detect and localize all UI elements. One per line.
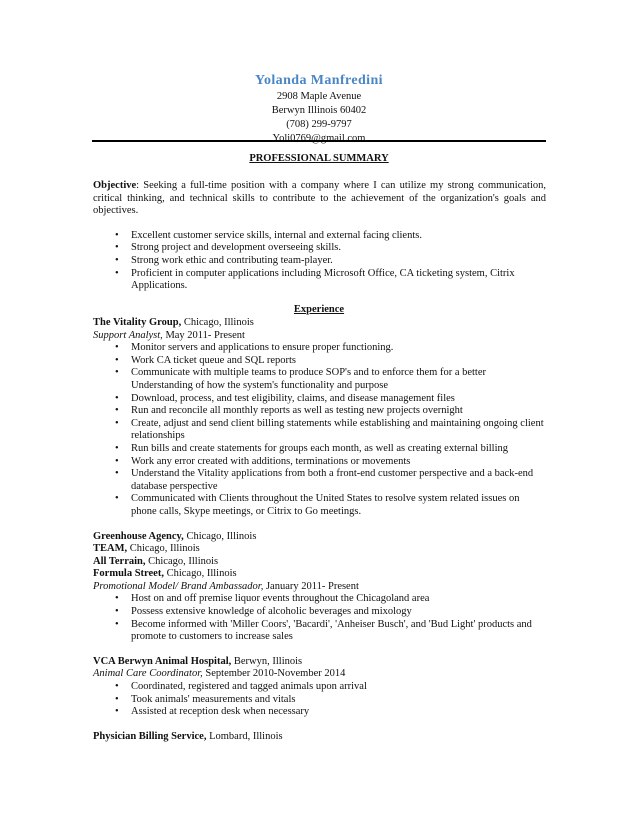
phone-number: (708) 299-9797 xyxy=(286,119,352,130)
bullet-icon: • xyxy=(115,405,119,417)
bullet-icon: • xyxy=(115,254,119,266)
resume-header xyxy=(0,72,638,146)
bullet-icon: • xyxy=(115,593,119,605)
role-line xyxy=(93,330,546,343)
bullet-icon: • xyxy=(115,681,119,693)
company-location: Chicago, Illinois xyxy=(183,530,257,542)
company-name: All Terrain, xyxy=(93,555,146,567)
company-location: Chicago, Illinois xyxy=(163,568,237,580)
bullet-icon: • xyxy=(115,618,119,630)
email-address: Yoli0769@gmail.com xyxy=(272,133,366,144)
list-item: • Run and reconcile all monthly reports as well as testing new projects overnight xyxy=(115,405,463,417)
summary-heading: PROFESSIONAL SUMMARY xyxy=(249,153,389,164)
objective-label: Objective xyxy=(93,180,137,191)
company-location: Berwyn, Illinois xyxy=(231,655,303,667)
job-bullet-list xyxy=(93,342,546,518)
list-item: • Proficient in computer applications including Microsoft Office, CA ticketing system, Citrix Applications. xyxy=(115,267,515,292)
list-item: • Work CA ticket queue and SQL reports xyxy=(115,354,296,366)
company-location: Chicago, Illinois xyxy=(127,543,200,555)
job-entry xyxy=(93,656,546,719)
bullet-icon: • xyxy=(115,354,119,366)
objective-text: : Seeking a full-time position with a company where I can utilize my strong communication, critical thinking, and technical skills to contribute to the achievement of the organization's goals and objectives. xyxy=(93,180,546,217)
role-line xyxy=(93,581,546,594)
company-location: Lombard, Illinois xyxy=(206,730,283,742)
role-line xyxy=(93,668,546,681)
bullet-icon: • xyxy=(115,693,119,705)
list-item: • Assisted at reception desk when necessary xyxy=(115,706,310,718)
header-divider xyxy=(92,140,546,142)
job-dates: September 2010-November 2014 xyxy=(202,668,346,680)
company-location: Chicago, Illinois xyxy=(181,317,254,328)
company-name: TEAM, xyxy=(93,543,128,555)
company-name: Physician Billing Service, xyxy=(93,730,207,742)
company-line xyxy=(93,731,546,744)
job-bullet-list xyxy=(93,681,546,719)
bullet-icon: • xyxy=(115,455,119,467)
job-dates: May 2011- Present xyxy=(162,329,245,341)
bullet-icon: • xyxy=(115,242,119,254)
company-name: The Vitality Group, xyxy=(93,317,182,328)
job-role: Promotional Model/ Brand Ambassador, xyxy=(93,580,264,592)
objective-paragraph xyxy=(93,180,546,218)
bullet-icon: • xyxy=(115,468,119,480)
job-dates: January 2011- Present xyxy=(263,580,359,592)
experience-section xyxy=(93,317,546,743)
job-role: Support Analyst, xyxy=(93,329,163,341)
candidate-name: Yolanda Manfredini xyxy=(255,73,383,88)
list-item: • Strong work ethic and contributing team-player. xyxy=(115,254,333,266)
list-item: • Excellent customer service skills, internal and external facing clients. xyxy=(115,229,422,241)
company-line xyxy=(93,656,546,669)
company-line xyxy=(93,531,546,544)
list-item: • Monitor servers and applications to ensure proper functioning. xyxy=(115,342,394,354)
list-item: • Host on and off premise liquor events throughout the Chicagoland area xyxy=(115,593,430,605)
job-entry xyxy=(93,317,546,519)
list-item: • Create, adjust and send client billing statements while establishing and maintaining ongoing client relationships xyxy=(115,417,544,442)
summary-bullet-list xyxy=(93,230,546,293)
job-role: Animal Care Coordinator, xyxy=(93,668,203,680)
job-bullet-list xyxy=(93,593,546,643)
bullet-icon: • xyxy=(115,392,119,404)
list-item: • Possess extensive knowledge of alcoholic beverages and mixology xyxy=(115,606,412,618)
list-item: • Strong project and development overseeing skills. xyxy=(115,242,341,254)
bullet-icon: • xyxy=(115,367,119,379)
bullet-icon: • xyxy=(115,706,119,718)
list-item: • Understand the Vitality applications from both a front-end customer perspective and a back-end database perspective xyxy=(115,468,534,492)
job-entry xyxy=(93,731,546,744)
company-line xyxy=(93,568,546,581)
bullet-icon: • xyxy=(115,342,119,354)
bullet-icon: • xyxy=(115,442,119,454)
address-line-2: Berwyn Illinois 60402 xyxy=(271,105,367,116)
bullet-icon: • xyxy=(115,267,119,279)
company-name: Greenhouse Agency, xyxy=(93,530,184,542)
list-item: • Coordinated, registered and tagged animals upon arrival xyxy=(115,681,367,693)
company-line xyxy=(93,317,546,330)
list-item: • Become informed with 'Miller Coors', 'Bacardi', 'Anheiser Busch', and 'Bud Light' products and promote to customers to increase sales xyxy=(115,618,532,643)
summary-section xyxy=(93,180,546,293)
list-item: • Run bills and create statements for groups each month, as well as creating external billing xyxy=(115,442,509,454)
company-name: VCA Berwyn Animal Hospital, xyxy=(93,655,232,667)
company-location: Chicago, Illinois xyxy=(145,555,219,567)
company-name: Formula Street, xyxy=(93,568,164,580)
list-item: • Communicate with multiple teams to produce SOP's and to enforce them for a better Understanding of how the system's functionality and purpose xyxy=(115,367,487,391)
company-line xyxy=(93,543,546,556)
bullet-icon: • xyxy=(115,493,119,505)
list-item: • Download, process, and test eligibility, claims, and disease management files xyxy=(115,392,455,404)
list-item: • Took animals' measurements and vitals xyxy=(115,693,296,705)
list-item: • Communicated with Clients throughout the United States to resolve system related issues on phone calls, Skype meetings, or Citrix to Go meetings. xyxy=(115,493,520,517)
address-line-1: 2908 Maple Avenue xyxy=(276,91,362,102)
bullet-icon: • xyxy=(115,229,119,241)
bullet-icon: • xyxy=(115,606,119,618)
company-line xyxy=(93,556,546,569)
list-item: • Work any error created with additions, terminations or movements xyxy=(115,455,411,467)
bullet-icon: • xyxy=(115,417,119,429)
job-entry xyxy=(93,531,546,644)
experience-heading: Experience xyxy=(293,304,345,315)
